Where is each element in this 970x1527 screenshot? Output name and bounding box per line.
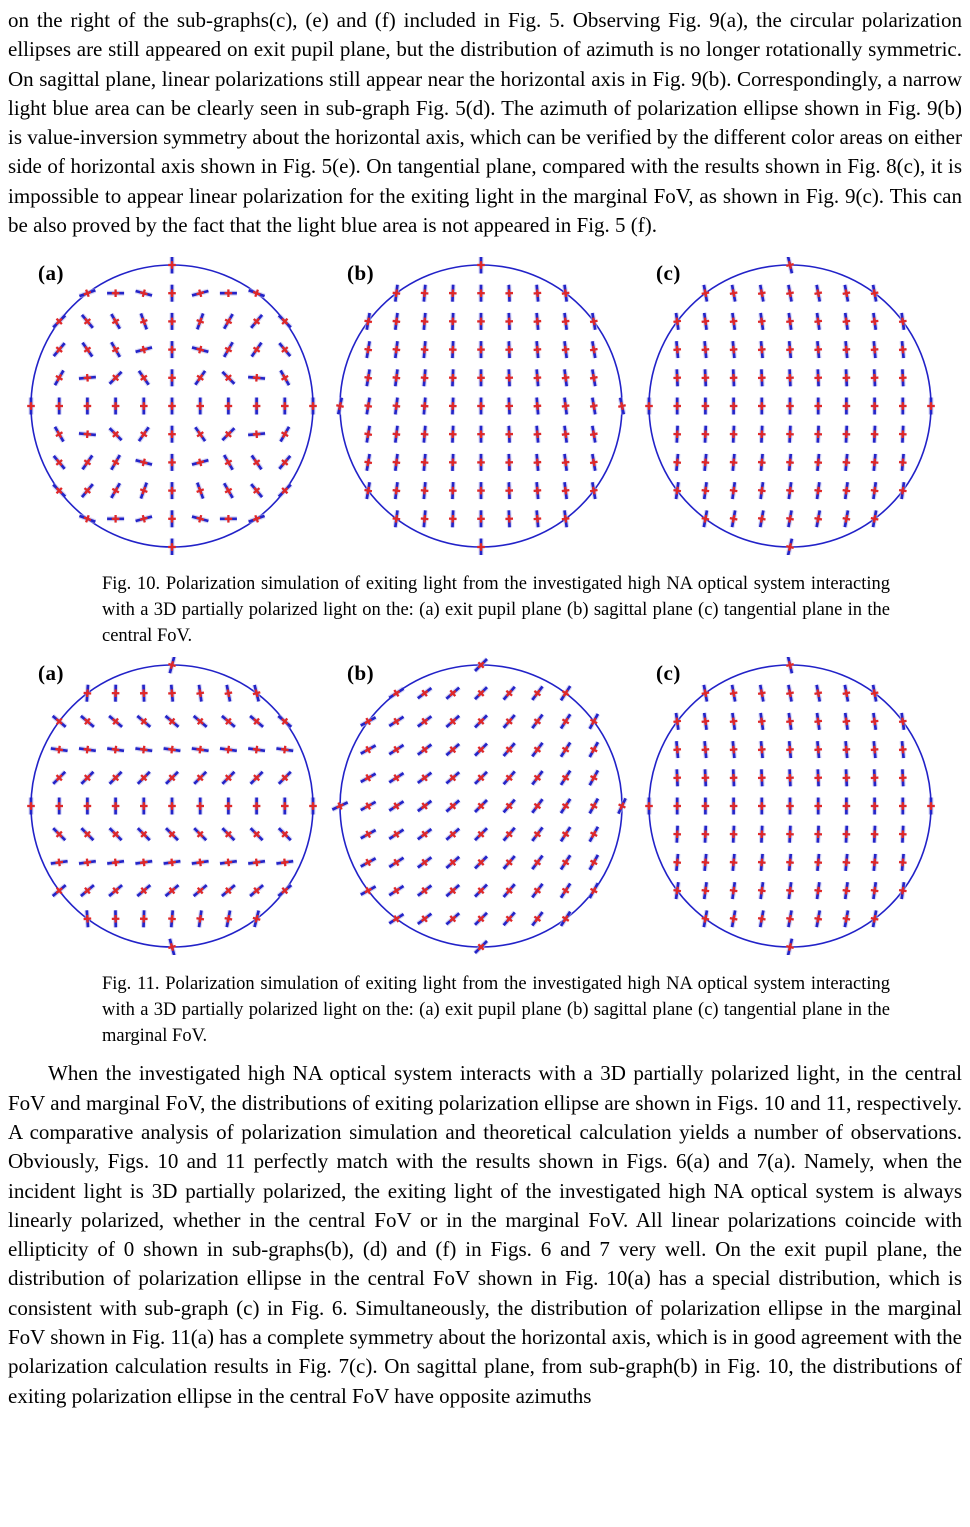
paper-page [0, 6, 970, 1527]
figure-11 [0, 657, 970, 955]
paragraph-bottom: When the investigated high NA optical system interacts with a 3D partially polarized light, in the central FoV and marginal FoV, the distributions of exiting polarization ellipse are shown in Figs. 10 and 11, respectively. A comparative analysis of polarization simulation and theoretical calculation yields a number of observations. Obviously, Figs. 10 and 11 perfectly match with the results shown in Figs. 6(a) and 7(a). Namely, when the incident light is 3D partially polarized, the exiting light of the investigated high NA optical system is always linearly polarized, whether in the central FoV or in the marginal FoV. All linear polarizations coincide with ellipticity of 0 shown in sub-graphs(b), (d) and (f) in Figs. 6 and 7 very well. On the exit pupil plane, the distribution of polarization ellipse in the central FoV shown in Fig. 10(a) has a special distribution, which is consistent with sub-graph (c) in Fig. 6. Simultaneously, the distribution of polarization ellipse in the marginal FoV shown in Fig. 11(a) has a complete symmetry about the horizontal axis, which is in good agreement with the polarization calculation results in Fig. 7(c). On sagittal plane, from sub-graph(b) in Fig. 10, the distributions of exiting polarization ellipse in the central FoV have opposite azimuths [8, 1059, 962, 1411]
fig11-panel-c-label: (c) [656, 661, 681, 686]
fig10-panel-b [331, 257, 631, 555]
fig11-panel-a [22, 657, 322, 955]
fig11-panel-b [331, 657, 631, 955]
fig11-panel-b-label: (b) [347, 661, 374, 686]
fig10-panel-a-label: (a) [38, 261, 64, 286]
figure-10 [0, 257, 970, 555]
fig10-caption: Fig. 10. Polarization simulation of exiting light from the investigated high NA optical system interacting with a 3D partially polarized light on the: (a) exit pupil plane (b) sagittal plane (c) tangential plane in the central FoV. [102, 571, 890, 649]
fig11-polarization-plot-b [331, 657, 631, 955]
fig10-panel-c-label: (c) [656, 261, 681, 286]
fig10-panel-c [640, 257, 940, 555]
fig11-polarization-plot-a [22, 657, 322, 955]
fig11-caption: Fig. 11. Polarization simulation of exiting light from the investigated high NA optical system interacting with a 3D partially polarized light on the: (a) exit pupil plane (b) sagittal plane (c) tangential plane in the marginal FoV. [102, 971, 890, 1049]
fig10-polarization-plot-b [331, 257, 631, 555]
paragraph-top: on the right of the sub-graphs(c), (e) and (f) included in Fig. 5. Observing Fig. 9(a), the circular polarization ellipses are still appeared on exit pupil plane, but the distribution of azimuth is no longer rotationally symmetric. On sagittal plane, linear polarizations still appear near the horizontal axis in Fig. 9(b). Correspondingly, a narrow light blue area can be clearly seen in sub-graph Fig. 5(d). The azimuth of polarization ellipse shown in Fig. 9(b) is value-inversion symmetry about the horizontal axis, which can be verified by the different color areas on either side of horizontal axis shown in Fig. 5(e). On tangential plane, compared with the results shown in Fig. 8(c), it is impossible to appear linear polarization for the exiting light in the marginal FoV, as shown in Fig. 9(c). This can be also proved by the fact that the light blue area is not appeared in Fig. 5 (f). [8, 6, 962, 240]
fig10-polarization-plot-a [22, 257, 322, 555]
fig11-panel-c [640, 657, 940, 955]
fig10-panel-a [22, 257, 322, 555]
fig11-panel-a-label: (a) [38, 661, 64, 686]
fig11-polarization-plot-c [640, 657, 940, 955]
fig10-panel-b-label: (b) [347, 261, 374, 286]
fig10-polarization-plot-c [640, 257, 940, 555]
